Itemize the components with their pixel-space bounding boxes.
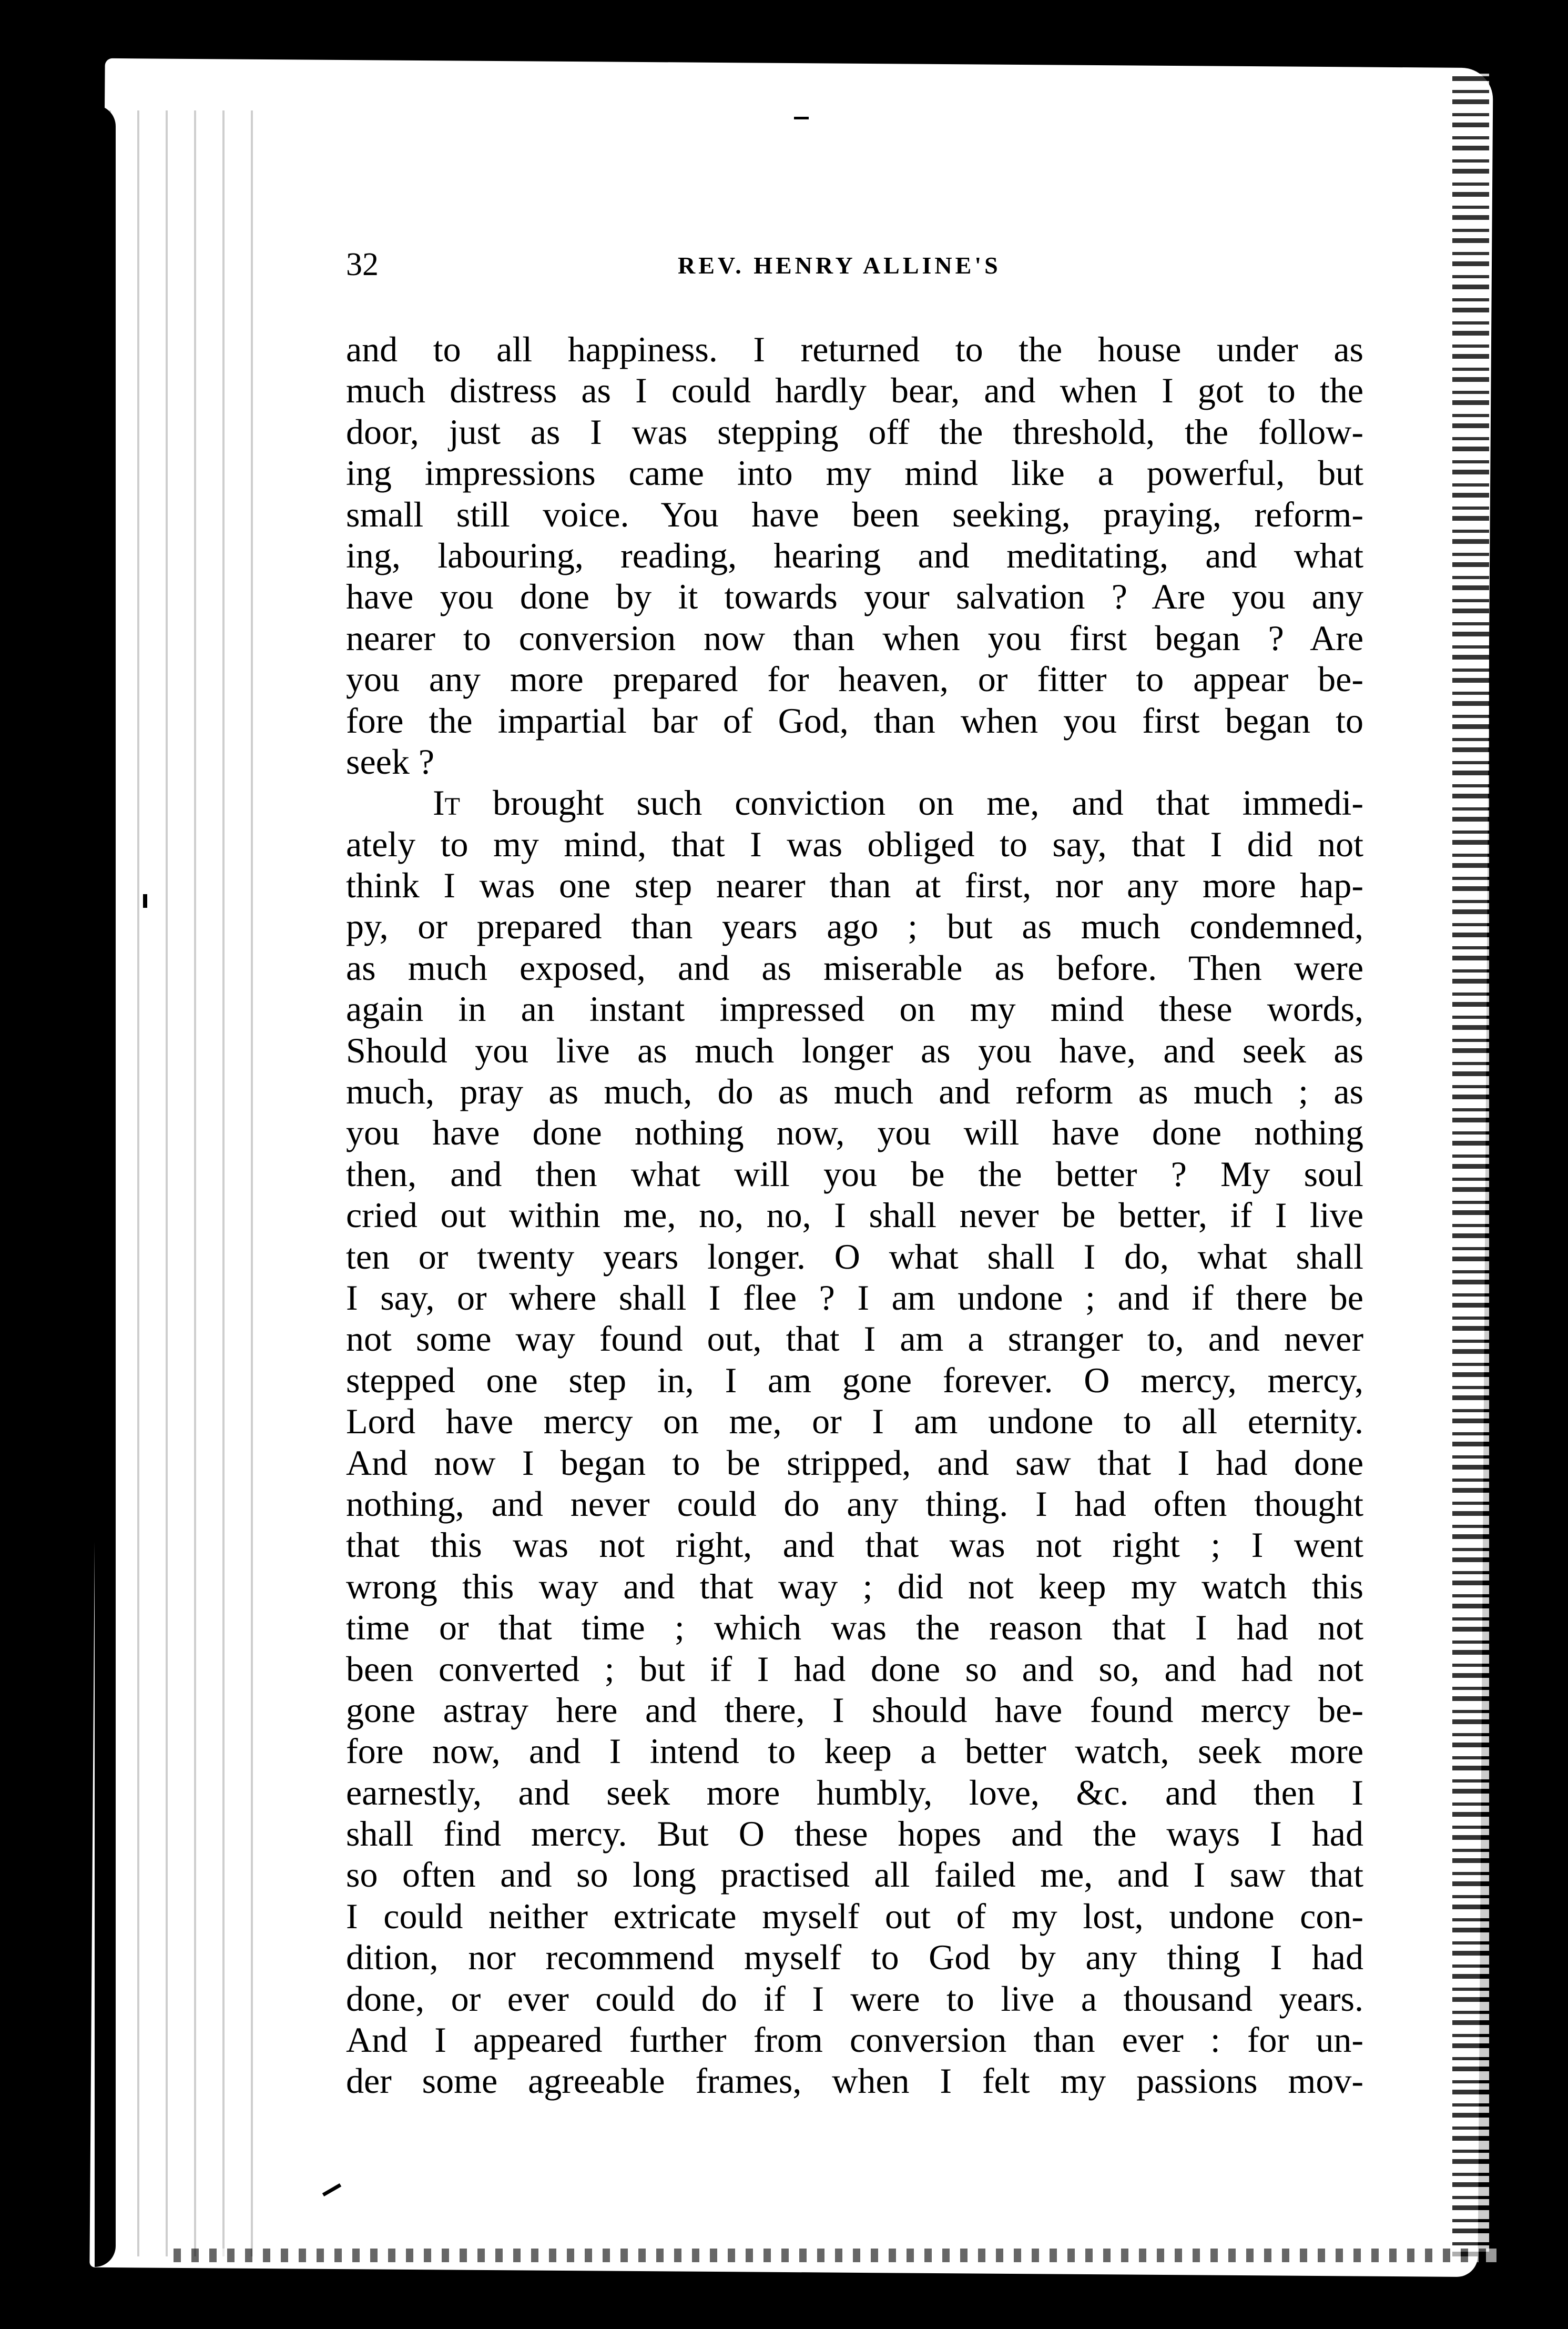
text-line: small still voice. You have been seeking, praying, reform- — [346, 494, 1363, 534]
text-line: much, pray as much, do as much and reform as much ; as — [346, 1071, 1363, 1112]
paragraph-initial-word: It — [433, 783, 460, 823]
text-line: And I appeared further from conversion than ever : for un- — [346, 2020, 1363, 2060]
text-line-rest: brought such conviction on me, and that immedi- — [460, 783, 1363, 823]
text-line: fore the impartial bar of God, than when you first began to — [346, 700, 1363, 741]
text-line: ately to my mind, that I was obliged to say, that I did not — [346, 824, 1363, 864]
text-line: Lord have mercy on me, or I am undone to all eternity. — [346, 1401, 1363, 1442]
text-line: door, just as I was stepping off the threshold, the follow- — [346, 411, 1363, 452]
text-line: dition, nor recommend myself to God by any thing I had — [346, 1937, 1363, 1978]
text-line: you have done nothing now, you will have done nothing — [346, 1112, 1363, 1153]
body-text — [346, 329, 1363, 2102]
stray-mark — [794, 117, 809, 119]
text-line: fore now, and I intend to keep a better watch, seek more — [346, 1731, 1363, 1771]
running-head: REV. HENRY ALLINE'S — [678, 252, 1001, 279]
text-line: shall find mercy. But O these hopes and the ways I had — [346, 1814, 1363, 1854]
page-header — [346, 246, 1361, 288]
text-line: been converted ; but if I had done so and so, and had not — [346, 1648, 1363, 1689]
binding-edge — [95, 105, 116, 2267]
text-line: that this was not right, and that was not right ; I went — [346, 1525, 1363, 1565]
text-line: I could neither extricate myself out of my lost, undone con- — [346, 1896, 1363, 1936]
text-line: time or that time ; which was the reason that I had not — [346, 1607, 1363, 1648]
text-line: And now I began to be stripped, and saw that I had done — [346, 1442, 1363, 1483]
paragraph-2 — [346, 782, 1363, 2102]
text-line: der some agreeable frames, when I felt my passions mov- — [346, 2061, 1363, 2101]
text-line: stepped one step in, I am gone forever. O mercy, mercy, — [346, 1360, 1363, 1400]
text-line: nothing, and never could do any thing. I had often thought — [346, 1483, 1363, 1524]
text-line: earnestly, and seek more humbly, love, &c. and then I — [346, 1772, 1363, 1812]
text-line: wrong this way and that way ; did not keep my watch this — [346, 1566, 1363, 1606]
text-line-first — [346, 782, 1363, 823]
paragraph-1 — [346, 329, 1363, 782]
text-line: so often and so long practised all failed me, and I saw that — [346, 1855, 1363, 1895]
text-line: you any more prepared for heaven, or fitter to appear be- — [346, 659, 1363, 700]
text-line: think I was one step nearer than at first, nor any more hap- — [346, 865, 1363, 906]
stray-mark — [143, 894, 147, 908]
text-line: cried out within me, no, no, I shall never be better, if I live — [346, 1195, 1363, 1236]
text-line: py, or prepared than years ago ; but as much condemned, — [346, 906, 1363, 947]
page-edge-right — [1452, 74, 1489, 2256]
text-line: I say, or where shall I flee ? I am undone ; and if there be — [346, 1277, 1363, 1318]
text-line: ing, labouring, reading, hearing and meditating, and what — [346, 535, 1363, 575]
text-line: done, or ever could do if I were to live a thousand years. — [346, 1978, 1363, 2019]
text-line: have you done by it towards your salvation ? Are you any — [346, 576, 1363, 617]
page-number: 32 — [346, 247, 379, 282]
text-line: ten or twenty years longer. O what shall I do, what shall — [346, 1236, 1363, 1277]
text-line: as much exposed, and as miserable as before. Then were — [346, 947, 1363, 988]
text-line: nearer to conversion now than when you first began ? Are — [346, 617, 1363, 658]
text-line: seek ? — [346, 741, 435, 782]
text-line: not some way found out, that I am a stranger to, and never — [346, 1319, 1363, 1359]
page-edge-bottom — [174, 2249, 1499, 2262]
text-line: then, and then what will you be the better ? My soul — [346, 1153, 1363, 1194]
text-line: gone astray here and there, I should have found mercy be- — [346, 1689, 1363, 1730]
text-line: ing impressions came into my mind like a powerful, but — [346, 453, 1363, 493]
text-line: Should you live as much longer as you have, and seek as — [346, 1030, 1363, 1070]
text-line: much distress as I could hardly bear, and when I got to the — [346, 370, 1363, 411]
text-line: again in an instant impressed on my mind these words, — [346, 989, 1363, 1029]
text-line: and to all happiness. I returned to the house under as — [346, 329, 1363, 369]
binding-gutter — [97, 110, 255, 2256]
